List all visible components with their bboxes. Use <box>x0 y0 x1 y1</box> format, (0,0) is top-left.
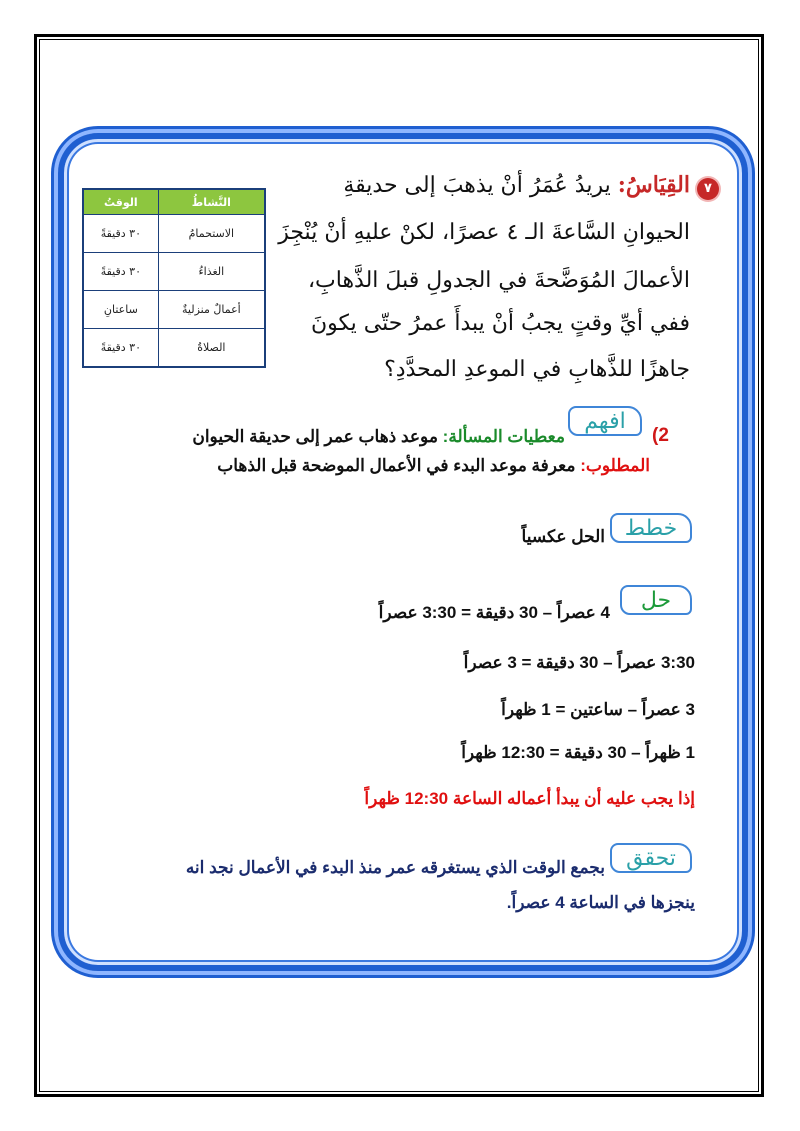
table-cell-activity: الغذاءُ <box>158 253 265 291</box>
plan-text: الحل عكسياً <box>521 527 605 546</box>
table-cell-activity: الاستحمامُ <box>158 215 265 253</box>
table-header-activity: النَّشاطُ <box>158 189 265 215</box>
table-cell-time: ٣٠ دقيقةً <box>83 215 158 253</box>
problem-line-3: الأعمالَ المُوَضَّحةَ في الجدولِ قبلَ الذَّهابِ، <box>307 268 690 293</box>
table-header-time: الوقتُ <box>83 189 158 215</box>
required-label: المطلوب: <box>580 456 650 475</box>
givens-text: موعد ذهاب عمر إلى حديقة الحيوان <box>192 427 438 446</box>
table-row <box>83 329 265 368</box>
required-line <box>217 456 650 476</box>
problem-line-1 <box>343 172 690 198</box>
understand-tag: افهم <box>568 406 642 436</box>
problem-number-badge: ٧ <box>697 178 719 200</box>
solution-step-3: 3 عصراً – ساعتين = 1 ظهراً <box>501 700 695 719</box>
activity-table <box>82 188 266 368</box>
check-line-2: ينجزها في الساعة 4 عصراً. <box>506 893 695 912</box>
solution-step-4: 1 ظهراً – 30 دقيقة = 12:30 ظهراً <box>461 743 695 762</box>
problem-text-1: يريدُ عُمَرُ أنْ يذهبَ إلى حديقةِ <box>343 173 611 198</box>
solution-step-1: 4 عصراً – 30 دقيقة = 3:30 عصراً <box>378 603 610 622</box>
givens-line <box>192 427 565 447</box>
table-cell-time: ٣٠ دقيقةً <box>83 329 158 368</box>
table-cell-activity: أعمالٌ منزليةٌ <box>158 291 265 329</box>
table-header-row <box>83 189 265 215</box>
table-row <box>83 291 265 329</box>
givens-label: معطيات المسألة: <box>442 427 565 446</box>
table-cell-time: ٣٠ دقيقةً <box>83 253 158 291</box>
solution-step-2: 3:30 عصراً – 30 دقيقة = 3 عصراً <box>463 653 695 672</box>
check-tag: تحقق <box>610 843 692 873</box>
conclusion-text: إذا يجب عليه أن يبدأ أعماله الساعة 12:30 ظهراً <box>364 789 695 808</box>
problem-line-4: ففي أيِّ وقتٍ يجبُ أنْ يبدأَ عمرُ حتّى يكونَ <box>311 311 690 336</box>
solve-tag: حل <box>620 585 692 615</box>
table-row <box>83 215 265 253</box>
table-cell-time: ساعتانِ <box>83 291 158 329</box>
check-line-1: بجمع الوقت الذي يستغرقه عمر منذ البدء في الأعمال نجد انه <box>185 858 605 877</box>
problem-keyword: القِيَاسُ: <box>617 172 690 198</box>
problem-line-5: جاهزًا للذَّهابِ في الموعدِ المحدَّدِ؟ <box>384 357 690 382</box>
problem-line-2: الحيوانِ السَّاعةَ الـ ٤ عصرًا، لكنْ عليهِ أنْ يُنْجِزَ <box>278 220 690 245</box>
required-text: معرفة موعد البدء في الأعمال الموضحة قبل الذهاب <box>217 456 576 475</box>
plan-tag: خطط <box>610 513 692 543</box>
step-number: 2) <box>652 425 669 446</box>
table-row <box>83 253 265 291</box>
table-cell-activity: الصلاةُ <box>158 329 265 368</box>
